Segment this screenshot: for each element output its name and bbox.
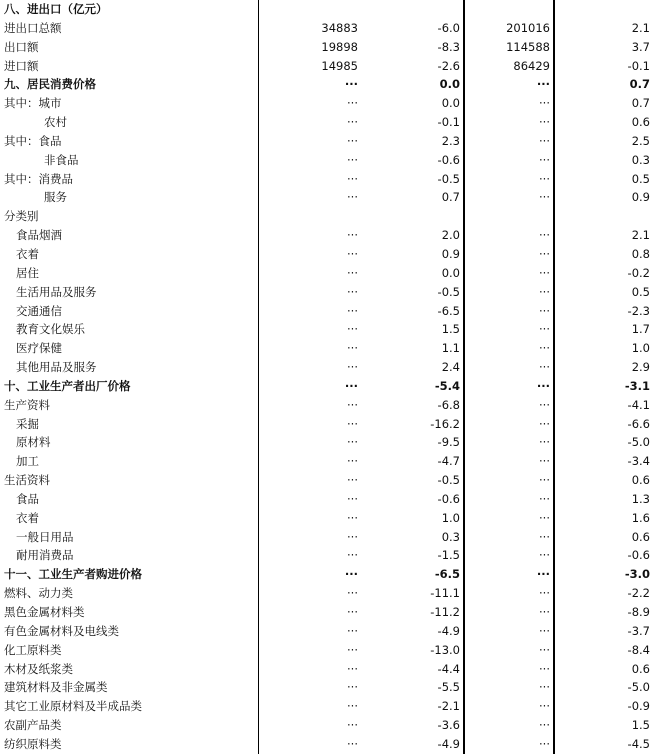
value-cumulative-amount: ···	[464, 509, 554, 528]
value-current-change: -5.4	[434, 378, 460, 393]
table-row	[0, 396, 653, 415]
table-row	[0, 94, 653, 113]
value-cumulative-amount: ···	[464, 433, 554, 452]
value-cumulative-amount: ···	[464, 226, 554, 245]
value-current-change: -4.9	[437, 623, 460, 638]
value-cumulative-amount: ···	[464, 170, 554, 189]
value-cumulative-change: -0.1	[554, 57, 653, 76]
value-cumulative-amount: ···	[464, 660, 554, 679]
value-current-amount: ···	[258, 188, 361, 207]
value-cumulative-amount: ···	[464, 697, 554, 716]
row-label: 生产资料	[4, 397, 50, 412]
value-current-change: -11.2	[430, 605, 460, 619]
table-row	[0, 151, 653, 170]
value-cumulative-change: -3.0	[554, 565, 653, 584]
value-current-amount: ···	[258, 170, 361, 189]
value-cumulative-change: -4.5	[554, 735, 653, 754]
value-current-amount: ···	[258, 735, 361, 754]
value-current-change: 2.0	[441, 228, 460, 243]
row-label: 衣着	[16, 246, 39, 261]
table-row	[0, 622, 653, 641]
row-label: 进出口总额	[4, 20, 62, 35]
value-current-change: 0.7	[441, 190, 460, 205]
value-current-change: 1.5	[441, 322, 460, 337]
value-cumulative-amount: 114588	[464, 38, 554, 57]
value-cumulative-amount: ···	[464, 716, 554, 735]
row-label: 十一、工业生产者购进价格	[4, 567, 142, 582]
value-cumulative-amount: ···	[464, 735, 554, 754]
row-label: 分类别	[4, 209, 39, 224]
value-current-amount: ···	[258, 716, 361, 735]
value-cumulative-change: -2.3	[554, 302, 653, 321]
value-cumulative-change: -3.1	[554, 377, 653, 396]
value-cumulative-amount: ···	[464, 151, 554, 170]
table-row	[0, 0, 653, 19]
value-cumulative-change: -8.9	[554, 603, 653, 622]
value-current-amount: ···	[258, 226, 361, 245]
value-cumulative-change: 1.5	[554, 716, 653, 735]
value-cumulative-amount: ···	[464, 132, 554, 151]
value-cumulative-change: -8.4	[554, 641, 653, 660]
row-label: 居住	[16, 265, 39, 280]
table-row	[0, 302, 653, 321]
value-current-amount: ···	[258, 415, 361, 434]
table-row	[0, 57, 653, 76]
table-row	[0, 660, 653, 679]
value-current-amount: ···	[258, 584, 361, 603]
value-current-change: -3.6	[437, 718, 460, 733]
value-current-change: 0.0	[439, 77, 460, 92]
value-cumulative-amount: ···	[464, 396, 554, 415]
value-cumulative-change	[554, 207, 653, 226]
table-row	[0, 377, 653, 396]
value-cumulative-change: -2.2	[554, 584, 653, 603]
value-cumulative-amount: ···	[464, 584, 554, 603]
value-current-change: 1.0	[441, 510, 460, 525]
row-label: 进口额	[4, 58, 39, 73]
row-label: 其中：食品	[4, 133, 62, 148]
value-cumulative-change: -0.6	[554, 546, 653, 565]
table-row	[0, 320, 653, 339]
value-cumulative-amount	[464, 207, 554, 226]
table-row	[0, 170, 653, 189]
value-current-amount: ···	[258, 565, 361, 584]
row-label: 其它工业原材料及半成品类	[4, 699, 142, 714]
row-label: 建筑材料及非金属类	[4, 680, 108, 695]
row-label: 农副产品类	[4, 718, 62, 733]
value-cumulative-amount: ···	[464, 94, 554, 113]
row-label: 九、居民消费价格	[4, 77, 96, 92]
value-cumulative-change: -0.9	[554, 697, 653, 716]
value-cumulative-change: -4.1	[554, 396, 653, 415]
value-cumulative-amount: ···	[464, 622, 554, 641]
value-current-amount: ···	[258, 396, 361, 415]
value-current-change: -2.6	[437, 58, 460, 73]
value-current-amount: ···	[258, 245, 361, 264]
value-current-change: 0.0	[441, 265, 460, 280]
value-current-change: -1.5	[437, 548, 460, 563]
row-label: 燃料、动力类	[4, 586, 73, 601]
value-cumulative-amount: ···	[464, 528, 554, 547]
value-current-amount: ···	[258, 320, 361, 339]
value-cumulative-amount: ···	[464, 678, 554, 697]
row-label: 一般日用品	[16, 529, 74, 544]
value-current-amount: ···	[258, 113, 361, 132]
value-cumulative-change: -0.2	[554, 264, 653, 283]
value-cumulative-amount: ···	[464, 546, 554, 565]
table-row	[0, 188, 653, 207]
value-cumulative-amount: 201016	[464, 19, 554, 38]
row-label: 服务	[44, 190, 67, 205]
value-cumulative-amount: 86429	[464, 57, 554, 76]
value-current-change: -5.5	[437, 680, 460, 695]
value-current-change: -0.6	[437, 152, 460, 167]
value-current-amount: ···	[258, 377, 361, 396]
row-label: 医疗保健	[16, 341, 62, 356]
value-current-change: -4.4	[437, 661, 460, 676]
value-cumulative-change: 0.5	[554, 170, 653, 189]
value-current-amount: ···	[258, 132, 361, 151]
value-cumulative-change: 2.1	[554, 19, 653, 38]
value-cumulative-change: 0.6	[554, 113, 653, 132]
table-row	[0, 245, 653, 264]
row-label: 十、工业生产者出厂价格	[4, 378, 131, 393]
value-current-change: 0.3	[441, 529, 460, 544]
value-cumulative-change	[554, 0, 653, 19]
value-cumulative-change: 2.9	[554, 358, 653, 377]
value-cumulative-change: 0.6	[554, 528, 653, 547]
value-cumulative-change: 1.6	[554, 509, 653, 528]
value-cumulative-change: 0.3	[554, 151, 653, 170]
value-cumulative-amount: ···	[464, 377, 554, 396]
value-current-amount: ···	[258, 452, 361, 471]
value-current-amount: ···	[258, 471, 361, 490]
table-row	[0, 528, 653, 547]
value-cumulative-amount: ···	[464, 641, 554, 660]
table-row	[0, 264, 653, 283]
value-current-amount: ···	[258, 151, 361, 170]
row-label: 出口额	[4, 39, 39, 54]
value-current-change: -9.5	[437, 435, 460, 450]
table-row	[0, 603, 653, 622]
table-row	[0, 415, 653, 434]
value-cumulative-amount: ···	[464, 188, 554, 207]
value-current-change: -0.5	[437, 473, 460, 488]
table-row	[0, 433, 653, 452]
value-current-change: -0.5	[437, 171, 460, 186]
value-current-change: -11.1	[430, 586, 460, 601]
value-cumulative-amount: ···	[464, 245, 554, 264]
row-label: 有色金属材料及电线类	[4, 623, 119, 638]
value-current-change: -8.3	[437, 39, 460, 54]
table-row	[0, 283, 653, 302]
value-cumulative-change: 0.9	[554, 188, 653, 207]
value-cumulative-change: 0.7	[554, 94, 653, 113]
row-label: 木材及纸浆类	[4, 661, 73, 676]
row-label: 衣着	[16, 510, 39, 525]
value-cumulative-change: 0.6	[554, 660, 653, 679]
table-row	[0, 490, 653, 509]
value-current-change: -6.0	[437, 20, 460, 35]
row-label: 非食品	[44, 152, 79, 167]
value-current-amount	[258, 0, 361, 19]
value-cumulative-change: 2.5	[554, 132, 653, 151]
value-current-amount: ···	[258, 94, 361, 113]
value-current-amount: ···	[258, 528, 361, 547]
value-current-amount: ···	[258, 660, 361, 679]
table-row	[0, 75, 653, 94]
table-row	[0, 641, 653, 660]
row-label: 黑色金属材料类	[4, 605, 85, 619]
value-cumulative-change: -5.0	[554, 433, 653, 452]
value-current-change: -0.1	[437, 115, 460, 130]
value-cumulative-change: 3.7	[554, 38, 653, 57]
table-row	[0, 132, 653, 151]
row-label: 交通通信	[16, 303, 62, 318]
value-current-change	[361, 207, 464, 226]
value-cumulative-change: 1.7	[554, 320, 653, 339]
value-current-amount	[258, 207, 361, 226]
value-cumulative-amount: ···	[464, 358, 554, 377]
value-current-amount: ···	[258, 622, 361, 641]
value-current-amount: ···	[258, 264, 361, 283]
value-current-amount: ···	[258, 339, 361, 358]
table-row	[0, 358, 653, 377]
value-current-change: -4.9	[437, 737, 460, 752]
value-cumulative-change: -3.7	[554, 622, 653, 641]
value-current-amount: 34883	[258, 19, 361, 38]
value-cumulative-change: -5.0	[554, 678, 653, 697]
row-label: 其中：城市	[4, 96, 62, 111]
value-current-amount: ···	[258, 490, 361, 509]
row-label: 生活资料	[4, 473, 50, 488]
value-current-amount: ···	[258, 678, 361, 697]
value-cumulative-amount: ···	[464, 565, 554, 584]
row-label: 农村	[44, 115, 67, 130]
value-cumulative-change: 1.0	[554, 339, 653, 358]
value-cumulative-amount: ···	[464, 75, 554, 94]
row-label: 加工	[16, 454, 39, 469]
value-current-change: 1.1	[441, 341, 460, 356]
row-label: 其中：消费品	[4, 171, 73, 186]
row-label: 纺织原料类	[4, 737, 62, 752]
value-current-change: 0.9	[441, 246, 460, 261]
value-current-change	[361, 0, 464, 19]
table-row	[0, 19, 653, 38]
table-row	[0, 697, 653, 716]
table-row	[0, 584, 653, 603]
value-current-change: -6.5	[434, 567, 460, 582]
row-label: 化工原料类	[4, 642, 62, 657]
value-cumulative-amount: ···	[464, 339, 554, 358]
value-cumulative-change: 0.6	[554, 471, 653, 490]
value-cumulative-amount: ···	[464, 302, 554, 321]
value-current-amount: 19898	[258, 38, 361, 57]
value-cumulative-change: 1.3	[554, 490, 653, 509]
value-current-change: -13.0	[430, 642, 460, 657]
row-label: 食品	[16, 491, 39, 506]
value-cumulative-change: 0.8	[554, 245, 653, 264]
value-current-amount: ···	[258, 358, 361, 377]
table-row	[0, 716, 653, 735]
table-row	[0, 207, 653, 226]
value-current-amount: ···	[258, 546, 361, 565]
table-row	[0, 226, 653, 245]
value-current-amount: ···	[258, 641, 361, 660]
value-current-amount: ···	[258, 433, 361, 452]
value-current-change: -6.5	[437, 303, 460, 318]
table-row	[0, 113, 653, 132]
value-current-change: 2.4	[441, 360, 460, 375]
value-cumulative-amount: ···	[464, 603, 554, 622]
row-label: 采掘	[16, 416, 39, 431]
value-current-amount: ···	[258, 283, 361, 302]
table-row	[0, 509, 653, 528]
value-current-change: -0.6	[437, 491, 460, 506]
value-current-change: -16.2	[430, 416, 460, 431]
value-current-change: -4.7	[437, 454, 460, 469]
value-current-amount: ···	[258, 603, 361, 622]
value-cumulative-amount: ···	[464, 471, 554, 490]
value-cumulative-amount: ···	[464, 490, 554, 509]
value-cumulative-amount: ···	[464, 452, 554, 471]
value-current-change: -2.1	[437, 699, 460, 714]
table-row	[0, 339, 653, 358]
table-row	[0, 678, 653, 697]
value-current-amount: ···	[258, 697, 361, 716]
table-row	[0, 38, 653, 57]
value-current-change: -0.5	[437, 284, 460, 299]
value-cumulative-amount: ···	[464, 113, 554, 132]
value-current-change: 0.0	[441, 96, 460, 111]
value-cumulative-change: 2.1	[554, 226, 653, 245]
value-current-change: -6.8	[437, 397, 460, 412]
row-label: 食品烟酒	[16, 228, 62, 243]
value-current-change: 2.3	[441, 133, 460, 148]
value-cumulative-change: -6.6	[554, 415, 653, 434]
table-row	[0, 565, 653, 584]
value-current-amount: ···	[258, 302, 361, 321]
table-row	[0, 452, 653, 471]
row-label: 教育文化娱乐	[16, 322, 85, 337]
table-row	[0, 735, 653, 754]
row-label: 原材料	[16, 435, 51, 450]
value-cumulative-amount: ···	[464, 320, 554, 339]
value-cumulative-amount: ···	[464, 264, 554, 283]
value-cumulative-change: 0.5	[554, 283, 653, 302]
row-label: 其他用品及服务	[16, 360, 97, 375]
value-cumulative-amount	[464, 0, 554, 19]
value-current-amount: 14985	[258, 57, 361, 76]
value-current-amount: ···	[258, 509, 361, 528]
value-current-amount: ···	[258, 75, 361, 94]
row-label: 八、进出口（亿元）	[4, 2, 108, 16]
table-row	[0, 471, 653, 490]
value-cumulative-amount: ···	[464, 415, 554, 434]
value-cumulative-amount: ···	[464, 283, 554, 302]
row-label: 耐用消费品	[16, 548, 74, 563]
value-cumulative-change: 0.7	[554, 75, 653, 94]
value-cumulative-change: -3.4	[554, 452, 653, 471]
row-label: 生活用品及服务	[16, 284, 97, 299]
table-row	[0, 546, 653, 565]
